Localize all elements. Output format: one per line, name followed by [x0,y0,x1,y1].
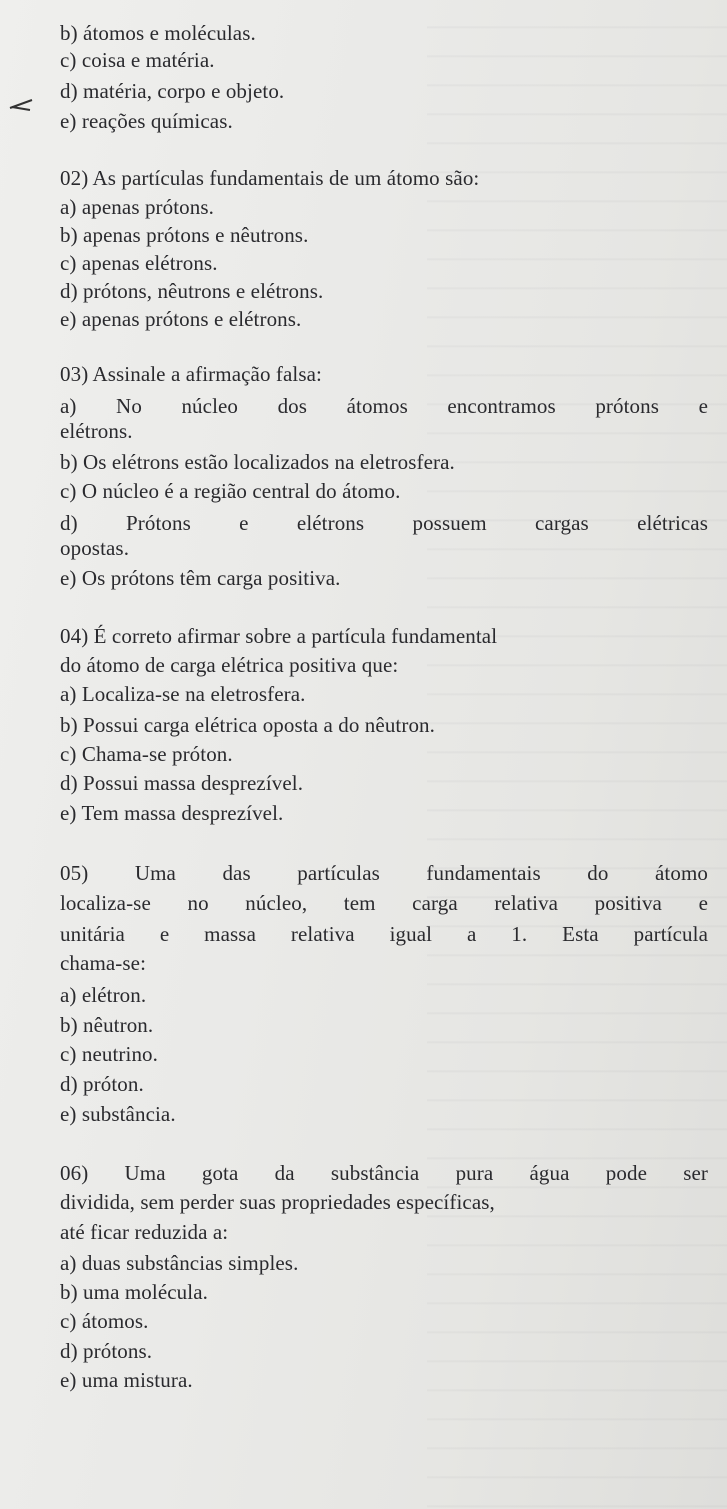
q05-stem-line3: unitária e massa relativa igual a 1. Esta partícula [60,922,708,946]
q04-option-a: a) Localiza-se na eletrosfera. [60,682,306,706]
q03-option-c: c) O núcleo é a região central do átomo. [60,479,401,503]
q04-option-d: d) Possui massa desprezível. [60,771,304,795]
q03-stem: 03) Assinale a afirmação falsa: [60,362,322,386]
q03-option-e: e) Os prótons têm carga positiva. [60,566,341,590]
q04-stem-line2: do átomo de carga elétrica positiva que: [60,653,399,677]
q05-option-e: e) substância. [60,1102,176,1126]
q03-option-d-line2: opostas. [60,536,130,560]
q02-stem: 02) As partículas fundamentais de um átomo são: [60,166,480,190]
q01-option-e: e) reações químicas. [60,109,233,133]
q05-option-b: b) nêutron. [60,1013,154,1037]
q05-option-c: c) neutrino. [60,1042,158,1066]
q05-option-a: a) elétron. [60,983,147,1007]
q01-option-d: d) matéria, corpo e objeto. [60,79,285,103]
q05-option-d: d) próton. [60,1072,144,1096]
show-through-text [427,0,727,1509]
q04-option-e: e) Tem massa desprezível. [60,801,284,825]
q03-option-b: b) Os elétrons estão localizados na eletrosfera. [60,450,455,474]
q03-option-a-line2: elétrons. [60,419,133,443]
q04-option-b: b) Possui carga elétrica oposta a do nêutron. [60,713,436,737]
q06-stem-line2: dividida, sem perder suas propriedades específicas, [60,1190,495,1214]
q06-option-c: c) átomos. [60,1309,149,1333]
q06-option-a: a) duas substâncias simples. [60,1251,299,1275]
q03-option-a-line1: a) No núcleo dos átomos encontramos prótons e [60,394,708,418]
q05-stem-line4: chama-se: [60,951,147,975]
q06-stem-line1: 06) Uma gota da substância pura água pode ser [60,1161,708,1185]
q06-option-d: d) prótons. [60,1339,153,1363]
q02-option-b: b) apenas prótons e nêutrons. [60,223,309,247]
pen-mark-icon [8,98,34,112]
q03-option-d-line1: d) Prótons e elétrons possuem cargas elétricas [60,511,708,535]
q04-option-c: c) Chama-se próton. [60,742,233,766]
q02-option-c: c) apenas elétrons. [60,251,218,275]
q05-stem-line1: 05) Uma das partículas fundamentais do átomo [60,861,708,885]
q01-option-c: c) coisa e matéria. [60,48,215,72]
q06-stem-line3: até ficar reduzida a: [60,1220,229,1244]
q06-option-b: b) uma molécula. [60,1280,208,1304]
q04-stem-line1: 04) É correto afirmar sobre a partícula fundamental [60,624,498,648]
q05-stem-line2: localiza-se no núcleo, tem carga relativa positiva e [60,891,708,915]
q02-option-a: a) apenas prótons. [60,195,214,219]
q01-option-b: b) átomos e moléculas. [60,21,256,45]
q02-option-d: d) prótons, nêutrons e elétrons. [60,279,324,303]
q06-option-e: e) uma mistura. [60,1368,193,1392]
q02-option-e: e) apenas prótons e elétrons. [60,307,302,331]
